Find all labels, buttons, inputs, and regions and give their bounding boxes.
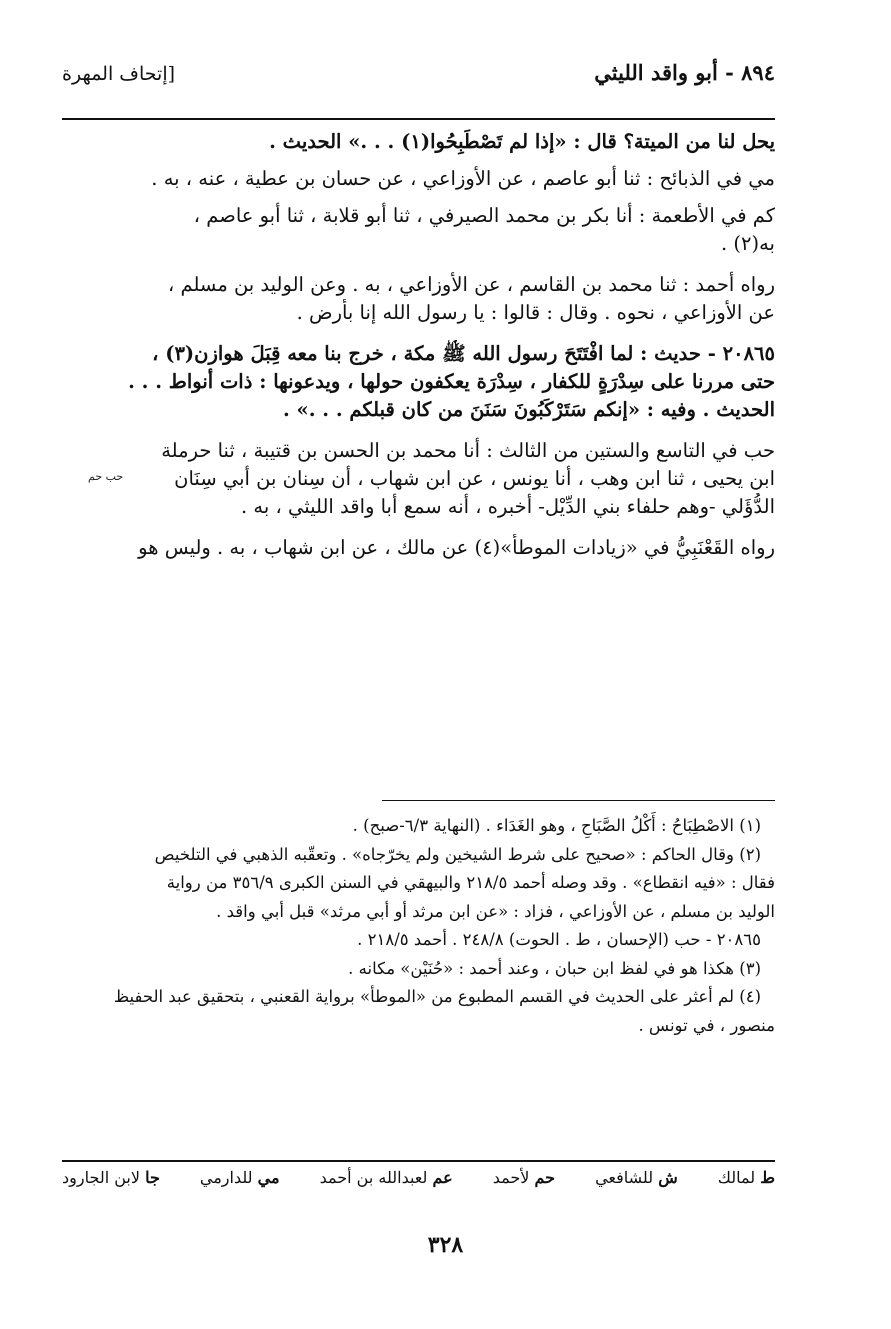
sigla-text: للشافعي xyxy=(595,1168,654,1187)
sigla-item xyxy=(320,1168,453,1187)
sigla-item xyxy=(595,1168,678,1187)
sigla-item xyxy=(200,1168,280,1187)
footnote-line: فقال : «فيه انقطاع» . وقد وصله أحمد ٢١٨/٥ والبيهقي في السنن الكبرى ٣٥٦/٩ من رواية xyxy=(166,873,775,892)
main-text xyxy=(62,128,775,562)
text-line: عن الأوزاعي ، نحوه . وقال : قالوا : يا رسول الله إنا بأرض . xyxy=(296,301,775,324)
text-line: رواه أحمد : ثنا محمد بن القاسم ، عن الأوزاعي ، به . وعن الوليد بن مسلم ، xyxy=(168,273,775,296)
page-number: ٣٢٨ xyxy=(427,1232,464,1258)
sigla-text: لعبدالله بن أحمد xyxy=(319,1168,428,1187)
text-line: حتى مررنا على سِدْرَةٍ للكفار ، سِدْرَة يعكفون حولها ، ويدعونها : ذات أنواط . . . xyxy=(128,370,775,393)
footnote-line: (١) الاصْطِبَاحُ : أَكْلُ الصَّبَاحِ ، وهو الغَدَاء . (النهاية ٦/٣-صبح) . xyxy=(352,816,761,835)
sigla-code: ط xyxy=(760,1168,775,1187)
sigla-code: حم xyxy=(534,1168,556,1187)
footnote-line: الوليد بن مسلم ، عن الأوزاعي ، فزاد : «عن ابن مرثد أو أبي مرثد» قبل أبي واقد . xyxy=(216,901,775,921)
text-line: كم في الأطعمة : أنا بكر بن محمد الصيرفي ، ثنا أبو قلابة ، ثنا أبو عاصم ، xyxy=(193,204,775,227)
text-line: حب في التاسع والستين من الثالث : أنا محمد بن الحسن بن قتيبة ، ثنا حرملة xyxy=(161,439,775,462)
text-line: مي في الذبائح : ثنا أبو عاصم ، عن الأوزاعي ، عن حسان بن عطية ، عنه ، به . xyxy=(151,167,775,190)
header-rule xyxy=(62,118,775,120)
text-line: به(٢) . xyxy=(721,232,775,255)
sigla-text: للدارمي xyxy=(199,1168,253,1187)
text-line: يحل لنا من الميتة؟ قال : «إذا لم تَصْطَبِحُوا(١) . . .» الحديث . xyxy=(269,130,775,153)
text-line: الدُّؤَلي -وهم حلفاء بني الدِّيْل- أخبره ، أنه سمع أبا واقد الليثي ، به . xyxy=(241,495,775,518)
footnotes xyxy=(62,812,775,1040)
text-line: رواه القَعْنَبِيُّ في «زيادات الموطأ»(٤) عن مالك ، عن ابن شهاب ، به . وليس هو xyxy=(138,536,775,559)
footnote-line: (٣) هكذا هو في لفظ ابن حبان ، وعند أحمد : «حُنَيْن» مكانه . xyxy=(348,958,761,978)
sigla-item xyxy=(718,1168,775,1187)
sigla-code: ش xyxy=(658,1168,678,1187)
footnote-line: ٢٠٨٦٥ - حب (الإحسان ، ط . الحوت) ٢٤٨/٨ . أحمد ٢١٨/٥ . xyxy=(357,930,761,949)
header-title: ٨٩٤ - أبو واقد الليثي xyxy=(594,60,775,85)
sigla-code: جا xyxy=(145,1168,160,1187)
sigla-item xyxy=(62,1168,160,1187)
text-line: الحديث . وفيه : «إنكم سَتَرْكَبُونَ سَنَنَ من كان قبلكم . . .» . xyxy=(282,398,775,421)
header-book-title: [إتحاف المهرة xyxy=(62,63,176,85)
footnote-line: منصور ، في تونس . xyxy=(638,1015,775,1035)
sigla-rule xyxy=(62,1160,775,1162)
footnote-rule xyxy=(382,800,775,801)
sigla-item xyxy=(493,1168,555,1187)
sigla-text: لأحمد xyxy=(492,1168,530,1187)
footnote-line: (٢) وقال الحاكم : «صحيح على شرط الشيخين ولم يخرّجاه» . وتعقّبه الذهبي في التلخيص xyxy=(154,844,761,864)
footnote-line: (٤) لم أعثر على الحديث في القسم المطبوع من «الموطأ» برواية القعنبي ، بتحقيق عبد الحفيظ xyxy=(113,987,761,1006)
sigla-legend xyxy=(62,1168,775,1187)
sigla-code: عم xyxy=(432,1168,453,1187)
sigla-code: مي xyxy=(257,1168,280,1187)
text-line: ابن يحيى ، ثنا ابن وهب ، أنا يونس ، عن ابن شهاب ، أن سِنان بن أبي سِنَان xyxy=(174,467,775,490)
sigla-text: لمالك xyxy=(717,1168,756,1187)
margin-sigla-mark: حب حم xyxy=(88,470,124,483)
running-header xyxy=(62,60,775,100)
hadith-heading-line: ٢٠٨٦٥ - حديث : لما افْتَتَحَ رسول الله ﷺ مكة ، خرج بنا معه قِبَلَ هوازن(٣) ، xyxy=(152,342,775,365)
sigla-text: لابن الجارود xyxy=(62,1168,140,1187)
